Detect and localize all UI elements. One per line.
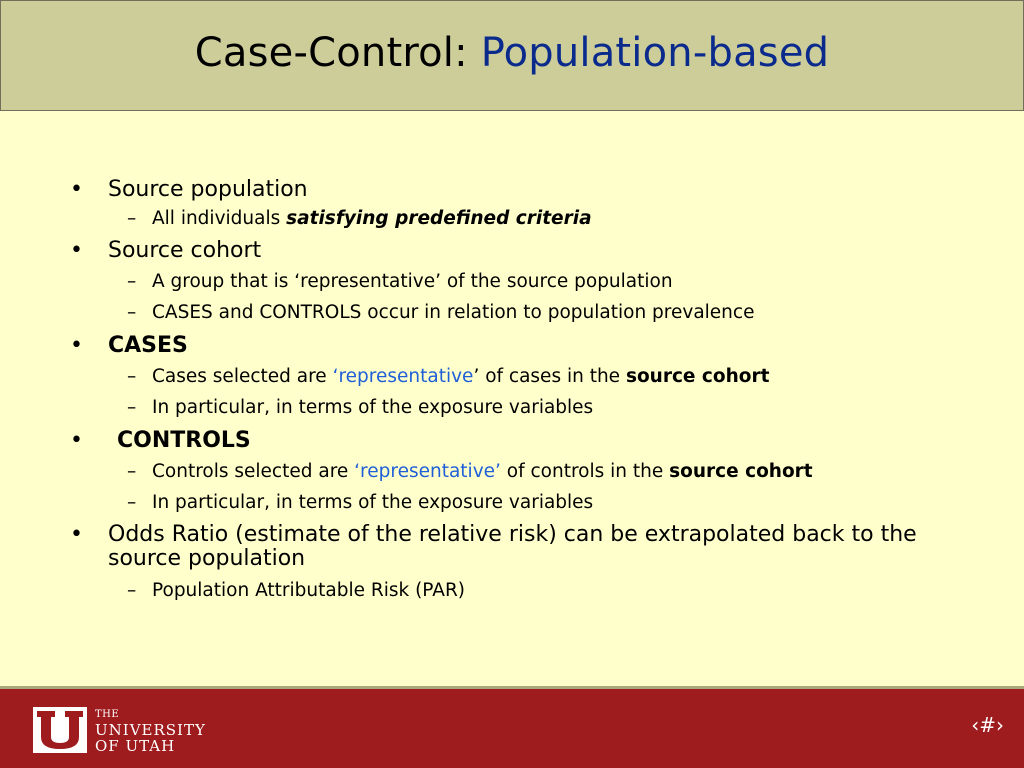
sub-bullet [70, 366, 990, 388]
sub-bullet [70, 461, 990, 483]
sub-text: Population Attributable Risk (PAR) [152, 580, 466, 601]
sub-text-middle: of controls in the [500, 461, 670, 482]
bullet-text: Source cohort [108, 238, 262, 263]
bullet-text: Source population [108, 177, 308, 202]
university-u-logo-icon [33, 707, 87, 753]
bullet-text: CONTROLS [117, 428, 251, 453]
bullet-dot: • [70, 428, 83, 453]
slide-number: ‹#› [971, 713, 1004, 737]
sub-text-prefix: All individuals [152, 208, 287, 229]
sub-dash: – [127, 580, 137, 601]
title-highlight: Population-based [480, 30, 830, 76]
sub-dash: – [127, 208, 137, 229]
sub-text-highlight: ‘representative [332, 366, 474, 387]
sub-dash: – [127, 302, 137, 323]
sub-text-bold: source cohort [625, 366, 770, 387]
title-bar [0, 0, 1024, 111]
logo-line-of-utah: OF UTAH [95, 737, 176, 755]
bullet-dot: • [70, 238, 83, 263]
sub-bullet [70, 271, 990, 293]
footer-bar [0, 689, 1024, 768]
bullet-dot: • [70, 522, 83, 547]
sub-text-emphasis: satisfying predefined criteria [286, 208, 592, 229]
sub-text-highlight: ‘representative’ [354, 461, 501, 482]
title-main: Case-Control: [194, 30, 468, 76]
logo-line-university: UNIVERSITY [95, 721, 206, 739]
sub-text: CASES and CONTROLS occur in relation to population prevalence [152, 302, 755, 323]
sub-bullet [70, 208, 990, 230]
bullet-dot: • [70, 333, 83, 358]
sub-text-prefix: Cases selected are [152, 366, 333, 387]
sub-dash: – [127, 461, 137, 482]
sub-bullet [70, 397, 990, 419]
bullet-controls [70, 428, 990, 453]
bullet-text: Odds Ratio (estimate of the relative risk) can be extrapolated back to the source population [108, 522, 917, 571]
sub-dash: – [127, 492, 137, 513]
sub-text-middle: ’ of cases in the [473, 366, 626, 387]
sub-bullet [70, 492, 990, 514]
logo-line-the: THE [95, 709, 120, 720]
sub-text: A group that is ‘representative’ of the source population [152, 271, 673, 292]
bullet-source-population [70, 177, 990, 202]
sub-text: In particular, in terms of the exposure variables [152, 397, 594, 418]
slide-title [1, 29, 1023, 77]
sub-bullet [70, 302, 990, 324]
bullet-odds-ratio [70, 523, 978, 571]
university-logo-text [95, 708, 206, 754]
bullet-cases [70, 333, 990, 358]
sub-text-bold: source cohort [669, 461, 813, 482]
slide-content [70, 172, 990, 602]
bullet-dot: • [70, 177, 83, 202]
sub-dash: – [127, 271, 137, 292]
sub-text: In particular, in terms of the exposure variables [152, 492, 594, 513]
sub-bullet [70, 580, 990, 602]
sub-dash: – [127, 397, 137, 418]
sub-dash: – [127, 366, 137, 387]
sub-text-prefix: Controls selected are [152, 461, 355, 482]
bullet-source-cohort [70, 238, 990, 263]
bullet-text: CASES [108, 333, 188, 358]
